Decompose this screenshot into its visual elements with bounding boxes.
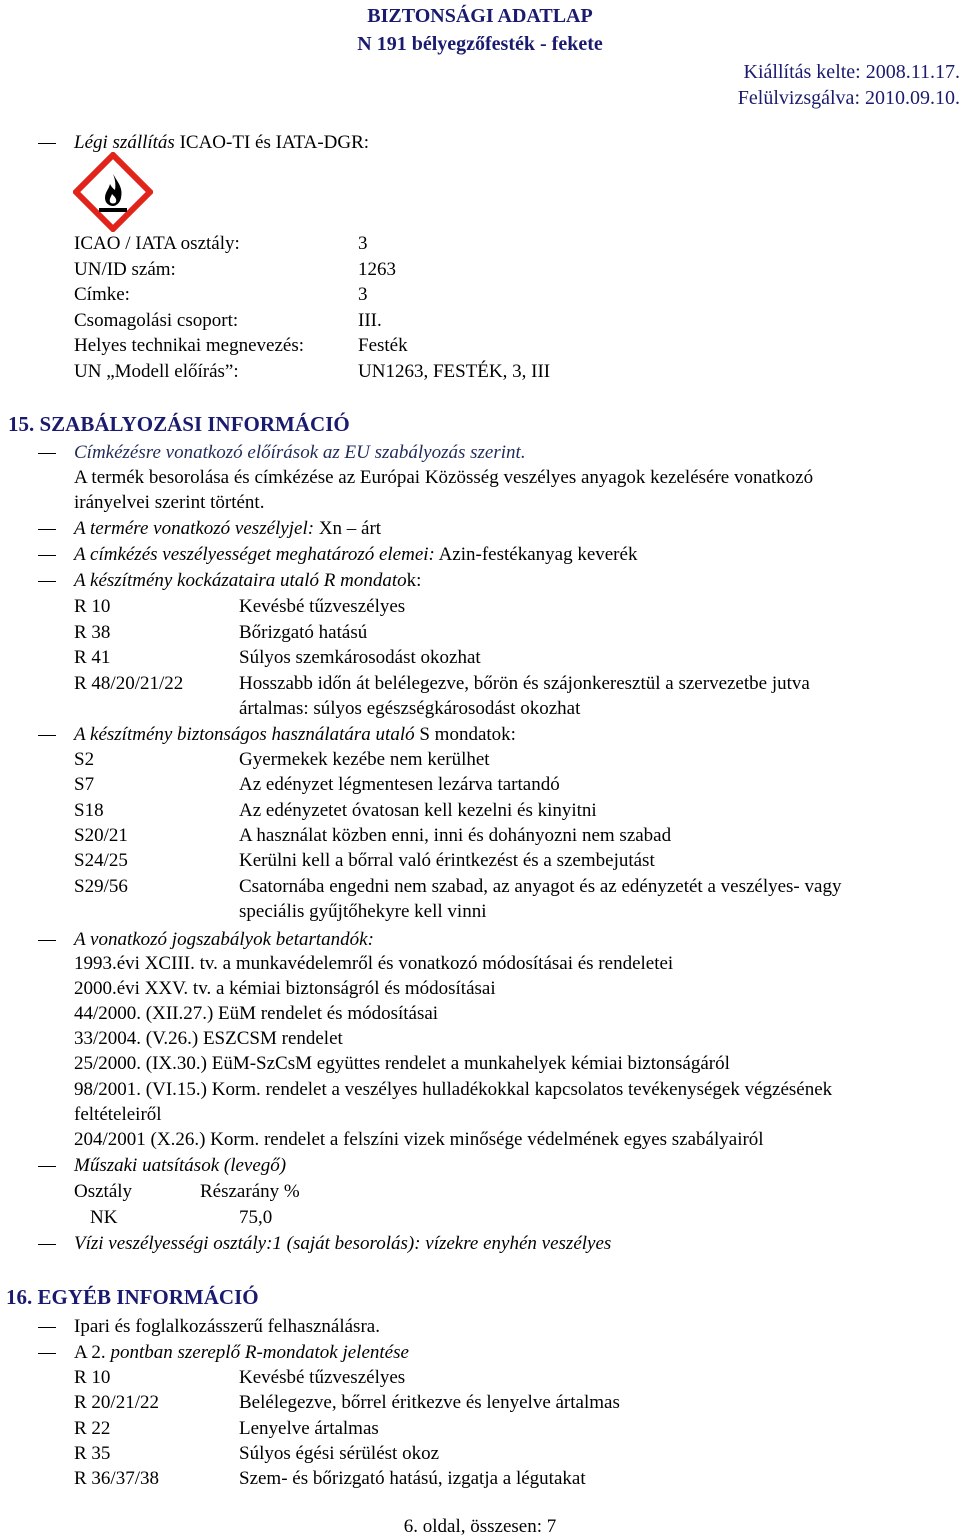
- section-15-title: 15. SZABÁLYOZÁSI INFORMÁCIÓ: [8, 412, 350, 436]
- regulations-heading: A vonatkozó jogszabályok betartandók:: [74, 929, 374, 950]
- s-phrase-code: S24/25: [74, 850, 128, 872]
- s-phrase-code: S29/56: [74, 875, 128, 897]
- s-phrase-code: S7: [74, 774, 95, 796]
- bullet-dash: [38, 581, 56, 582]
- bullet-dash: [38, 940, 56, 941]
- air-transport-value: 3: [358, 284, 368, 305]
- r-meaning-code: R 35: [74, 1442, 111, 1464]
- flammable-diamond-icon: [73, 152, 153, 232]
- water-hazard-class: Vízi veszélyességi osztály:1 (saját besorolás): vízekre enyhén veszélyes: [74, 1233, 612, 1254]
- hazard-symbol-line: A termére vonatkozó veszélyjel: Xn – árt: [74, 518, 382, 539]
- s-phrase-text: Gyermekek kezébe nem kerülhet: [239, 749, 490, 770]
- labeling-note: Címkézésre vonatkozó előírások az EU szabályozás szerint.: [74, 442, 526, 463]
- air-transport-value: III.: [358, 309, 382, 331]
- page-number: 6. oldal, összesen: 7: [403, 1516, 557, 1537]
- r-meaning-text: Belélegezve, bőrrel éritkezve és lenyelve ártalmas: [239, 1392, 620, 1414]
- document-title: BIZTONSÁGI ADATLAP: [367, 5, 593, 27]
- technical-share-value: 75,0: [239, 1207, 273, 1228]
- s-phrase-text: Kerülni kell a bőrral való érintkezést és a szembejutást: [239, 850, 655, 872]
- air-transport-label: UN/ID szám:: [74, 258, 176, 280]
- classification-line-1: A termék besorolása és címkézése az Európai Közösség veszélyes anyagok kezelésére vonatkozó: [74, 467, 814, 488]
- air-transport-value: Festék: [358, 335, 408, 356]
- regulation-item: 1993.évi XCIII. tv. a munkavédelemről és vonatkozó módosításai és rendeletei: [74, 953, 674, 974]
- bullet-dash: [38, 1166, 56, 1167]
- air-transport-label: Helyes technikai megnevezés:: [74, 335, 305, 356]
- bullet-dash: [38, 735, 56, 736]
- r-phrase-text: Hosszabb időn át belélegezve, bőrön és szájonkeresztül a szervezetbe jutva: [239, 672, 810, 694]
- r-meaning-text: Súlyos égési sérülést okoz: [239, 1442, 440, 1464]
- usage-note: Ipari és foglalkozásszerű felhasználásra.: [74, 1316, 380, 1337]
- regulation-item: 44/2000. (XII.27.) EüM rendelet és módosításai: [74, 1003, 439, 1025]
- technical-heading: Műszaki uatsítások (levegő): [74, 1155, 287, 1176]
- r-meaning-text: Szem- és bőrizgató hatású, izgatja a légutakat: [239, 1468, 586, 1490]
- regulation-item: 25/2000. (IX.30.) EüM-SzCsM együttes rendelet a munkahelyek kémiai biztonságáról: [74, 1053, 730, 1075]
- s-phrase-text-cont: speciális gyűjtőhekyre kell vinni: [239, 900, 487, 922]
- regulation-item: feltételeiről: [74, 1103, 162, 1125]
- bullet-dash: [38, 555, 56, 556]
- r-meaning-code: R 22: [74, 1417, 111, 1439]
- air-transport-value: UN1263, FESTÉK, 3, III: [358, 360, 551, 382]
- r-phrase-text: Súlyos szemkárosodást okozhat: [239, 647, 481, 668]
- section-16-title: 16. EGYÉB INFORMÁCIÓ: [6, 1285, 259, 1309]
- r-phrase-code: R 38: [74, 621, 111, 643]
- label-elements-line: A címkézés veszélyességet meghatározó elemei: Azin-festékanyag keverék: [74, 544, 638, 565]
- r-phrase-code: R 10: [74, 596, 111, 617]
- s-phrase-text: Az edényzetet óvatosan kell kezelni és kinyitni: [239, 799, 597, 821]
- regulation-item: 2000.évi XXV. tv. a kémiai biztonságról és módosításai: [74, 978, 496, 1000]
- bullet-dash: [38, 1353, 56, 1354]
- s-phrase-text: Csatornába engedni nem szabad, az anyagot és az edényzetét a veszélyes- vagy: [239, 875, 842, 897]
- r-meaning-text: Lenyelve ártalmas: [239, 1417, 379, 1439]
- bullet-dash: [38, 143, 56, 144]
- s-phrase-code: S20/21: [74, 824, 128, 846]
- air-transport-value: 3: [358, 233, 368, 254]
- air-transport-label: ICAO / IATA osztály:: [74, 233, 240, 254]
- s-phrase-text: Az edényzet légmentesen lezárva tartandó: [239, 774, 560, 796]
- air-transport-value: 1263: [358, 258, 396, 280]
- air-transport-heading: Légi szállítás ICAO-TI és IATA-DGR:: [74, 132, 370, 153]
- s-phrase-code: S18: [74, 799, 104, 821]
- r-phrase-text-cont: ártalmas: súlyos egészségkárosodást okozhat: [239, 698, 581, 719]
- bullet-dash: [38, 453, 56, 454]
- r-meaning-code: R 36/37/38: [74, 1468, 159, 1490]
- s-phrase-text: A használat közben enni, inni és dohányozni nem szabad: [239, 824, 672, 846]
- regulation-item: 33/2004. (V.26.) ESZCSM rendelet: [74, 1028, 343, 1050]
- product-name: N 191 bélyegzőfesték - fekete: [357, 33, 603, 55]
- regulation-item: 98/2001. (VI.15.) Korm. rendelet a veszélyes hulladékokkal kapcsolatos tevékenységek végzésének: [74, 1078, 833, 1100]
- r-phrases-heading: A készítmény kockázataira utaló R mondatok:: [74, 570, 422, 591]
- air-transport-label: Csomagolási csoport:: [74, 309, 239, 331]
- issue-date: Kiállítás kelte: 2008.11.17.: [743, 61, 960, 83]
- r-phrase-text: Bőrizgató hatású: [239, 621, 368, 643]
- air-transport-label: UN „Modell előírás”:: [74, 360, 239, 382]
- bullet-dash: [38, 529, 56, 530]
- technical-header-class: Osztály: [74, 1181, 133, 1202]
- s-phrase-code: S2: [74, 749, 95, 770]
- technical-header-share: Részarány %: [200, 1181, 300, 1202]
- r-phrase-code: R 48/20/21/22: [74, 672, 184, 694]
- r-phrase-text: Kevésbé tűzveszélyes: [239, 596, 406, 617]
- technical-class-value: NK: [90, 1207, 118, 1228]
- regulation-item: 204/2001 (X.26.) Korm. rendelet a felszíni vizek minősége védelmének egyes szabályairól: [74, 1128, 764, 1150]
- r-meaning-text: Kevésbé tűzveszélyes: [239, 1367, 406, 1388]
- r-meaning-heading: A 2. pontban szereplő R-mondatok jelentése: [74, 1342, 409, 1363]
- s-phrases-heading: A készítmény biztonságos használatára utaló S mondatok:: [74, 724, 516, 745]
- bullet-dash: [38, 1244, 56, 1245]
- r-meaning-code: R 20/21/22: [74, 1392, 159, 1414]
- revision-date: Felülvizsgálva: 2010.09.10.: [737, 87, 960, 109]
- r-meaning-code: R 10: [74, 1367, 111, 1388]
- classification-line-2: irányelvei szerint történt.: [74, 492, 265, 513]
- r-phrase-code: R 41: [74, 647, 111, 668]
- air-transport-label: Címke:: [74, 284, 130, 305]
- bullet-dash: [38, 1327, 56, 1328]
